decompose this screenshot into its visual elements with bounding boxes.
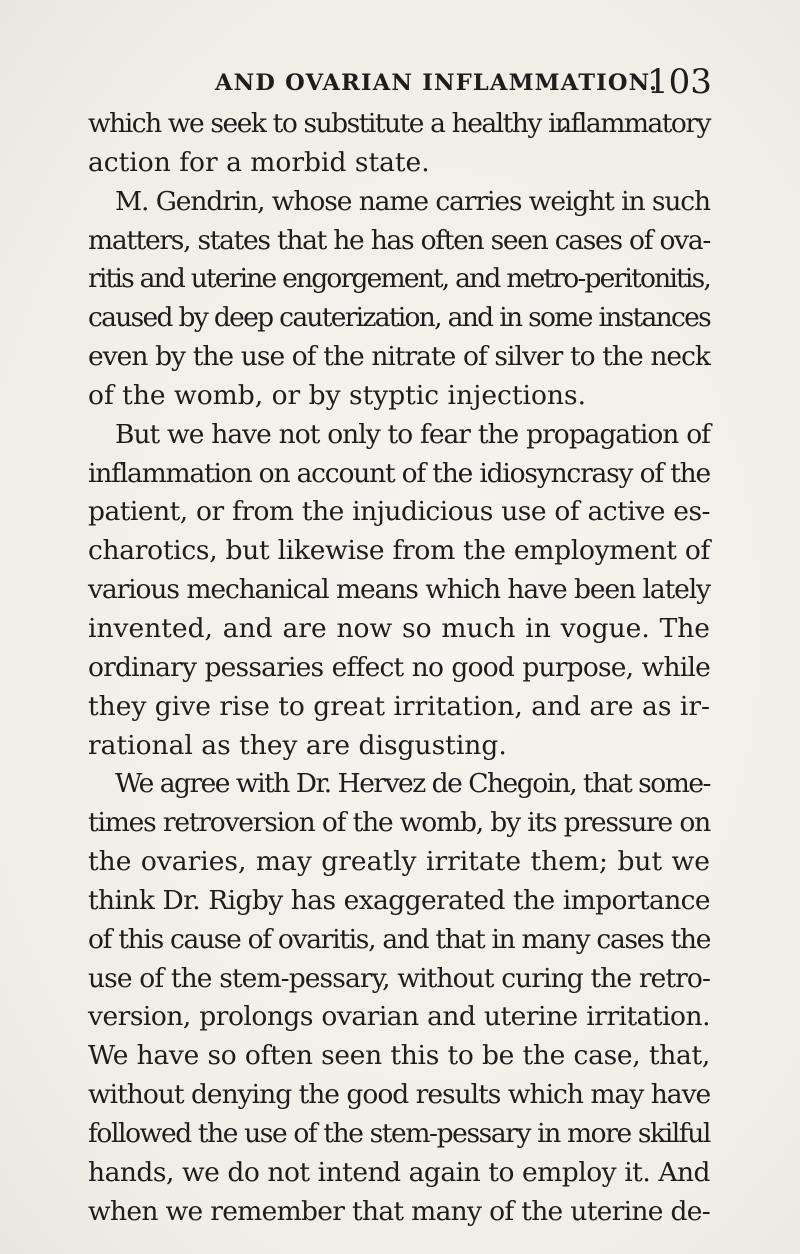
- text-line: matters, states that he has often seen cases of ova-: [88, 224, 710, 256]
- text-line: M. Gendrin, whose name carries weight in such: [115, 185, 710, 217]
- text-line: of this cause of ovaritis, and that in many cases the: [88, 923, 711, 955]
- text-line: We agree with Dr. Hervez de Chegoin, that some-: [115, 768, 710, 800]
- text-line: without denying the good results which may have: [88, 1079, 711, 1111]
- text-line: inflammation on account of the idiosyncrasy of the: [88, 457, 710, 489]
- text-line: charotics, but likewise from the employment of: [88, 535, 710, 567]
- text-line: action for a morbid state.: [88, 146, 430, 178]
- running-head: [215, 60, 715, 108]
- text-line: version, prolongs ovarian and uterine irritation.: [88, 1001, 710, 1033]
- body-text: [88, 105, 710, 1231]
- text-line: We have so often seen this to be the case, that,: [88, 1040, 710, 1072]
- text-line: But we have not only to fear the propagation of: [115, 418, 710, 450]
- text-line: rational as they are disgusting.: [88, 729, 507, 761]
- text-line: hands, we do not intend again to employ it. And: [88, 1156, 710, 1188]
- text-line: ritis and uterine engorgement, and metro-peritonitis,: [88, 263, 710, 295]
- text-line: ordinary pessaries effect no good purpose, while: [88, 651, 710, 683]
- text-line: even by the use of the nitrate of silver to the neck: [88, 341, 710, 373]
- text-line: use of the stem-pessary, without curing the retro-: [88, 962, 710, 994]
- running-title: AND OVARIAN INFLAMMATION.: [215, 70, 659, 96]
- page-number: 103: [647, 62, 712, 102]
- text-line: various mechanical means which have been lately: [88, 574, 710, 606]
- text-line: the ovaries, may greatly irritate them; but we: [88, 846, 710, 878]
- text-line: they give rise to great irritation, and are as ir-: [88, 690, 710, 722]
- text-line: times retroversion of the womb, by its pressure on: [88, 807, 710, 839]
- text-line: which we seek to substitute a healthy inflammatory: [88, 108, 710, 139]
- text-line: patient, or from the injudicious use of active es-: [88, 496, 710, 528]
- text-line: followed the use of the stem-pessary in more skilful: [88, 1117, 710, 1149]
- text-line: of the womb, or by styptic injections.: [88, 379, 587, 411]
- text-line: think Dr. Rigby has exaggerated the importance: [88, 884, 710, 916]
- text-line: invented, and are now so much in vogue. The: [88, 612, 710, 644]
- text-line: caused by deep cauterization, and in some instances: [88, 302, 710, 334]
- text-line: when we remember that many of the uterine de-: [88, 1195, 710, 1227]
